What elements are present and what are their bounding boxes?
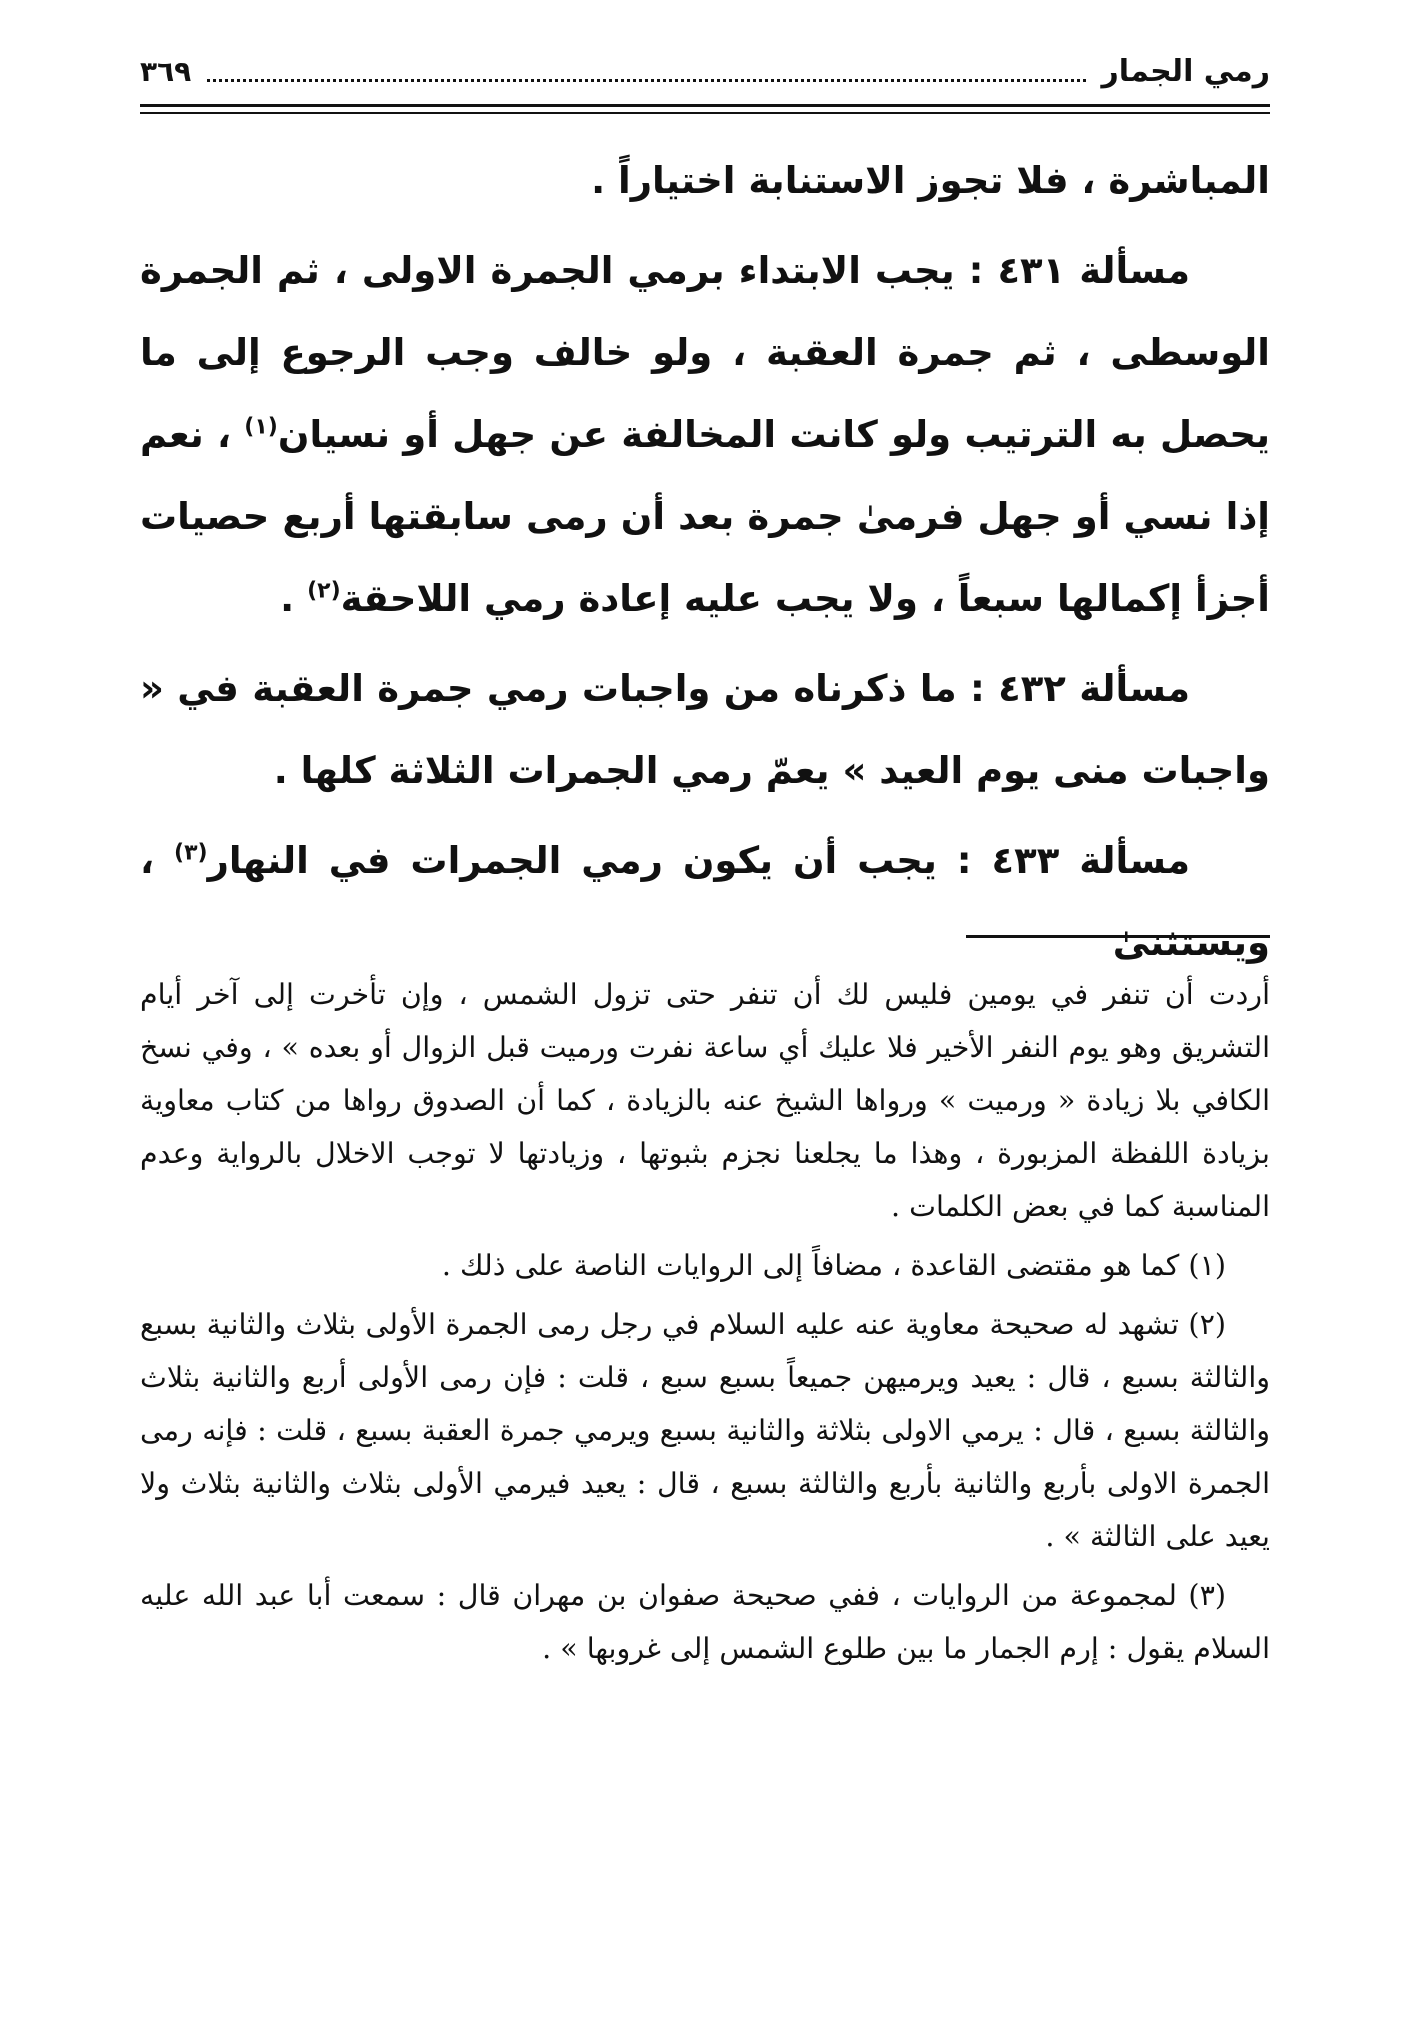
page-number: ٣٦٩: [140, 55, 192, 88]
footnote-1: (١) كما هو مقتضى القاعدة ، مضافاً إلى الروايات الناصة على ذلك .: [441, 1249, 1226, 1282]
footnote-separator: [966, 935, 1270, 938]
main-text: [140, 140, 1270, 984]
footnote-ref-2[interactable]: (٢): [307, 578, 341, 604]
header-dot-leader: [207, 79, 1085, 82]
footnote-2: (٢) تشهد له صحيحة معاوية عنه عليه السلام في رجل رمى الجمرة الأولى بثلاث والثانية بسبع والثالثة بسبع ، قال : يعيد ويرميهن جميعاً بسبع سبع ، قلت : فإن رمى الأولى أربع والثانية بثلاث والثالثة بسبع ، قال : يرمي الاولى بثلاثة والثانية بسبع ويرمي جمرة العقبة بسبع ، قلت : فإنه رمى الجمرة الاولى بأربع والثانية بأربع والثالثة بسبع ، قال : يعيد فيرمي الأولى بثلاث والثانية بثلاث ولا يعيد على الثالثة » .: [140, 1308, 1270, 1553]
issue-433-text-b: ، ويستثنىٰ: [140, 839, 1270, 964]
footnote-ref-1[interactable]: (١): [244, 414, 278, 440]
continuation-paragraph: المباشرة ، فلا تجوز الاستنابة اختياراً .: [591, 159, 1270, 202]
issue-431: [140, 230, 1270, 640]
issue-431-text-c: .: [280, 577, 308, 620]
issue-432: مسألة ٤٣٢ : ما ذكرناه من واجبات رمي جمرة العقبة في « واجبات منى يوم العيد » يعمّ رمي الجمرات الثلاثة كلها .: [140, 667, 1270, 792]
issue-433-text-a: مسألة ٤٣٣ : يجب أن يكون رمي الجمرات في النهار: [207, 839, 1190, 882]
running-title: رمي الجمار: [1101, 54, 1270, 89]
issue-431-text-b: ، نعم إذا نسي أو جهل فرمىٰ جمرة بعد أن رمى سابقتها أربع حصيات أجزأ إكمالها سبعاً ، ولا يجب عليه إعادة رمي اللاحقة: [140, 413, 1270, 620]
footnote-ref-3[interactable]: (٣): [174, 840, 208, 866]
issue-431-text-a: مسألة ٤٣١ : يجب الابتداء برمي الجمرة الاولى ، ثم الجمرة الوسطى ، ثم جمرة العقبة ، ولو خالف وجب الرجوع إلى ما يحصل به الترتيب ولو كانت المخالفة عن جهل أو نسيان: [140, 249, 1270, 456]
header-rule-thin: [140, 112, 1270, 114]
page-header: [140, 46, 1270, 92]
header-rule-thick: [140, 104, 1270, 107]
footnotes: [140, 968, 1270, 1675]
issue-433: [140, 820, 1270, 984]
footnote-3: (٣) لمجموعة من الروايات ، ففي صحيحة صفوان بن مهران قال : سمعت أبا عبد الله عليه السلام يقول : إرم الجمار ما بين طلوع الشمس إلى غروبها » .: [140, 1579, 1270, 1665]
footnote-continued: أردت أن تنفر في يومين فليس لك أن تنفر حتى تزول الشمس ، وإن تأخرت إلى آخر أيام التشريق وهو يوم النفر الأخير فلا عليك أي ساعة نفرت ورميت قبل الزوال أو بعده » ، وفي نسخ الكافي بلا زيادة « ورميت » ورواها الشيخ عنه بالزيادة ، كما أن الصدوق رواها من كتاب معاوية بزيادة اللفظة المزبورة ، وهذا ما يجلعنا نجزم بثبوتها ، وزيادتها لا توجب الاخلال بالرواية وعدم المناسبة كما في بعض الكلمات .: [140, 978, 1270, 1223]
